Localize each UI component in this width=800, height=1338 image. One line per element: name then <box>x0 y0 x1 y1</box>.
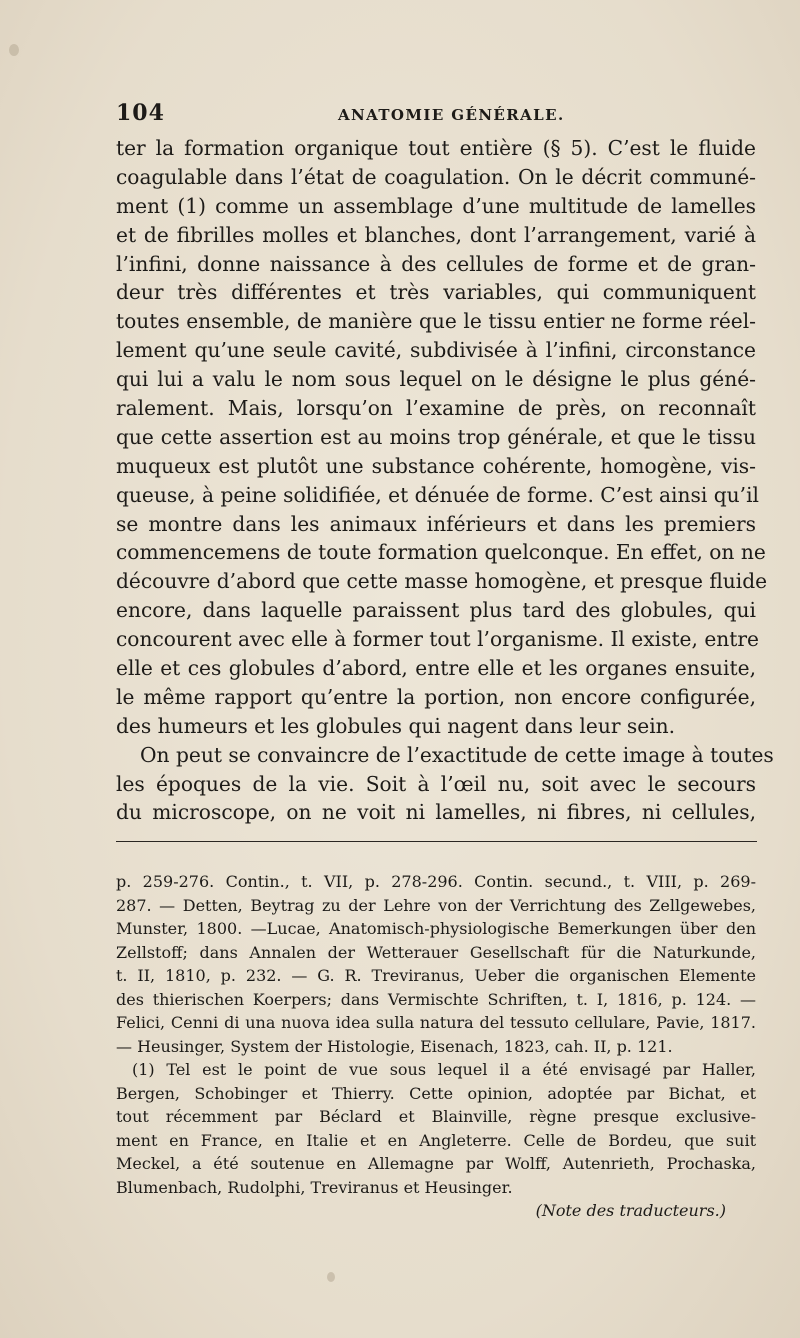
footnote-rule <box>116 841 757 842</box>
running-title: ANATOMIE GÉNÉRALE. <box>338 106 565 124</box>
text-line: ment (1) comme un assemblage d’une multitude de lamelles <box>116 193 756 218</box>
text-line: l’infini, donne naissance à des cellules de forme et de gran- <box>116 251 756 276</box>
page-number: 104 <box>116 100 165 126</box>
footnote-line: Zellstoff; dans Annalen der Wetterauer Gesellschaft für die Naturkunde, <box>116 942 756 962</box>
footnote-line: p. 259-276. Contin., t. VII, p. 278-296. Contin. secund., t. VIII, p. 269- <box>116 872 756 891</box>
text-line: qui lui a valu le nom sous lequel on le désigne le plus géné- <box>116 367 756 392</box>
paragraph-start-line: On peut se convaincre de l’exactitude de cette image à toutes <box>140 742 774 767</box>
text-line: coagulable dans l’état de coagulation. On le décrit communé- <box>116 164 756 189</box>
footnote-line: Meckel, a été soutenue en Allemagne par Wolff, Autenrieth, Prochaska, <box>116 1154 756 1173</box>
footnote-line: Felici, Cenni di una nuova idea sulla natura del tessuto cellulare, Pavie, 1817. <box>116 1013 756 1032</box>
paper-stain <box>327 1272 335 1282</box>
footnote-line: Blumenbach, Rudolphi, Treviranus et Heusinger. <box>116 1177 513 1197</box>
footnote-line: t. II, 1810, p. 232. — G. R. Treviranus, Ueber die organischen Elemente <box>116 966 756 985</box>
footnote-line: 287. — Detten, Beytrag zu der Lehre von der Verrichtung des Zellgewebes, <box>116 895 756 915</box>
text-line: que cette assertion est au moins trop générale, et que le tissu <box>116 424 756 449</box>
body-text <box>116 134 774 827</box>
footnote-line: Munster, 1800. —Lucae, Anatomisch-physiologische Bemerkungen über den <box>116 919 756 938</box>
text-line: elle et ces globules d’abord, entre elle et les organes ensuite, <box>116 656 756 681</box>
text-line: du microscope, on ne voit ni lamelles, ni fibres, ni cellules, <box>116 800 756 825</box>
text-line: et de fibrilles molles et blanches, dont l’arrangement, varié à <box>116 222 756 247</box>
text-line: lement qu’une seule cavité, subdivisée à l’infini, circonstance <box>116 338 756 363</box>
text-line: découvre d’abord que cette masse homogène, et presque fluide <box>116 569 768 594</box>
text-line: ter la formation organique tout entière (§ 5). C’est le fluide <box>116 136 756 160</box>
footnotes <box>116 870 756 1223</box>
footnote-1-start: (1) Tel est le point de vue sous lequel il a été envisagé par Haller, <box>132 1060 756 1079</box>
text-line: encore, dans laquelle paraissent plus tard des globules, qui <box>116 598 756 623</box>
text-line: des humeurs et les globules qui nagent dans leur sein. <box>116 713 676 738</box>
text-line: concourent avec elle à former tout l’organisme. Il existe, entre <box>116 627 759 652</box>
text-line: muqueux est plutôt une substance cohérente, homogène, vis- <box>116 453 756 478</box>
text-line: ralement. Mais, lorsqu’on l’examine de près, on reconnaît <box>116 396 756 421</box>
paper-stain <box>9 44 19 56</box>
footnote-line: tout récemment par Béclard et Blainville, règne presque exclusive- <box>116 1107 756 1126</box>
text-line: toutes ensemble, de manière que le tissu entier ne forme réel- <box>116 309 756 334</box>
footnote-line: — Heusinger, System der Histologie, Eisenach, 1823, cah. II, p. 121. <box>116 1036 673 1056</box>
footnote-line: ment en France, en Italie et en Angleterre. Celle de Bordeu, que suit <box>116 1130 756 1150</box>
text-line: se montre dans les animaux inférieurs et dans les premiers <box>116 511 756 536</box>
page-header <box>116 100 756 134</box>
text-line: queuse, à peine solidifiée, et dénuée de forme. C’est ainsi qu’il <box>116 482 759 507</box>
text-line: commencemens de toute formation quelconque. En effet, on ne <box>116 540 766 565</box>
translators-note-signature: (Note des traducteurs.) <box>535 1201 726 1220</box>
footnote-line: Bergen, Schobinger et Thierry. Cette opinion, adoptée par Bichat, et <box>116 1083 756 1103</box>
text-line: les époques de la vie. Soit à l’œil nu, soit avec le secours <box>116 771 756 796</box>
text-line: deur très différentes et très variables, qui communiquent <box>116 280 756 305</box>
footnote-line: des thierischen Koerpers; dans Vermischte Schriften, t. I, 1816, p. 124. — <box>116 989 756 1009</box>
text-line: le même rapport qu’entre la portion, non encore configurée, <box>116 684 756 709</box>
